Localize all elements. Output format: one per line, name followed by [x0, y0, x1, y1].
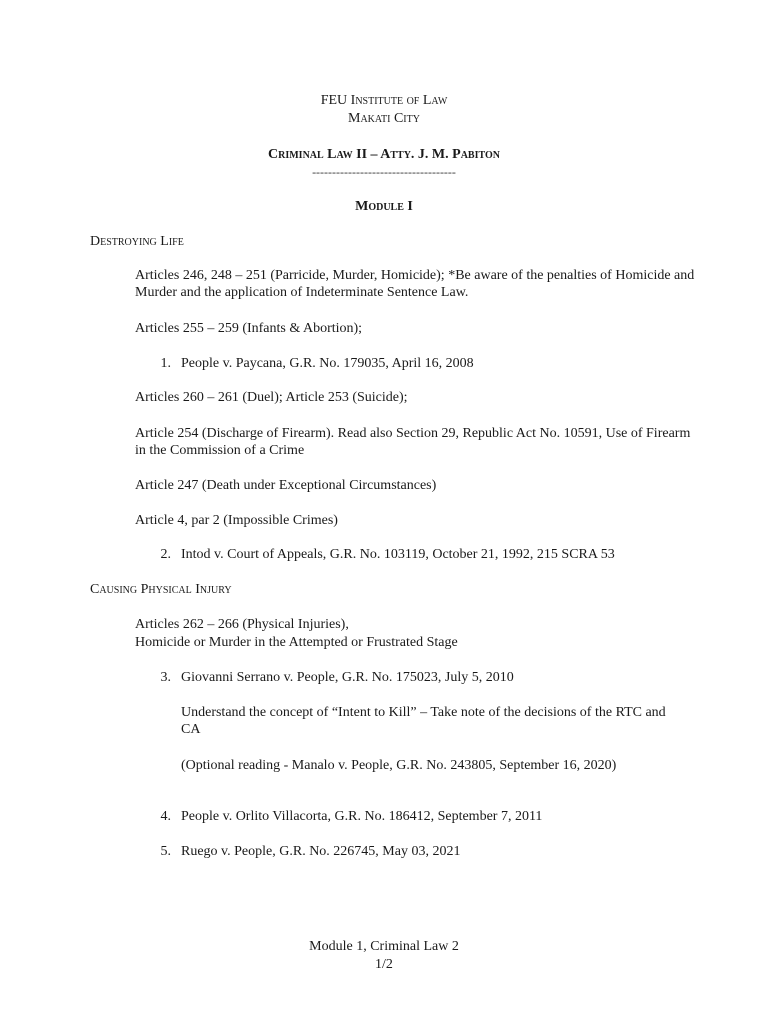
paragraph-article-247: Article 247 (Death under Exceptional Circumstances) — [135, 478, 437, 493]
section-heading-destroying-life: Destroying Life — [90, 234, 184, 249]
page-number: 1/2 — [375, 957, 393, 972]
list-number: 5. — [160, 844, 171, 859]
paragraph-article-254: Article 254 (Discharge of Firearm). Read also Section 29, Republic Act No. 10591, Use of Firearm in the Commission of a Crime — [135, 426, 691, 458]
paragraph-articles-246: Articles 246, 248 – 251 (Parricide, Murder, Homicide); *Be aware of the penalties of Homicide and Murder and the application of Indeterminate Sentence Law. — [135, 268, 695, 300]
module-title: Module I — [355, 199, 413, 214]
list-number: 1. — [160, 356, 171, 371]
section-heading-physical-injury: Causing Physical Injury — [90, 582, 232, 597]
paragraph-articles-262: Articles 262 – 266 (Physical Injuries), — [135, 617, 349, 632]
case-citation: People v. Orlito Villacorta, G.R. No. 186412, September 7, 2011 — [181, 809, 543, 824]
case-citation: Intod v. Court of Appeals, G.R. No. 103119, October 21, 1992, 215 SCRA 53 — [181, 547, 615, 562]
case-citation: People v. Paycana, G.R. No. 179035, April 16, 2008 — [181, 356, 474, 371]
list-number: 2. — [160, 547, 171, 562]
case-citation: Giovanni Serrano v. People, G.R. No. 175023, July 5, 2010 — [181, 670, 514, 685]
divider-rule: ------------------------------------ — [312, 165, 456, 179]
case-citation: Ruego v. People, G.R. No. 226745, May 03, 2021 — [181, 844, 461, 859]
paragraph-article-4: Article 4, par 2 (Impossible Crimes) — [135, 513, 338, 528]
footer-label: Module 1, Criminal Law 2 — [309, 939, 459, 954]
city-name: Makati City — [348, 111, 420, 126]
paragraph-homicide-stage: Homicide or Murder in the Attempted or Frustrated Stage — [135, 635, 458, 650]
course-title: Criminal Law II – Atty. J. M. Pabiton — [268, 147, 500, 162]
institution-name: FEU Institute of Law — [320, 93, 448, 108]
case-note: Understand the concept of “Intent to Kill” – Take note of the decisions of the RTC and CA — [181, 705, 666, 737]
list-number: 4. — [160, 809, 171, 824]
list-number: 3. — [160, 670, 171, 685]
paragraph-articles-255: Articles 255 – 259 (Infants & Abortion); — [135, 321, 363, 336]
optional-reading: (Optional reading - Manalo v. People, G.R. No. 243805, September 16, 2020) — [181, 758, 617, 773]
paragraph-articles-260: Articles 260 – 261 (Duel); Article 253 (Suicide); — [135, 390, 408, 405]
